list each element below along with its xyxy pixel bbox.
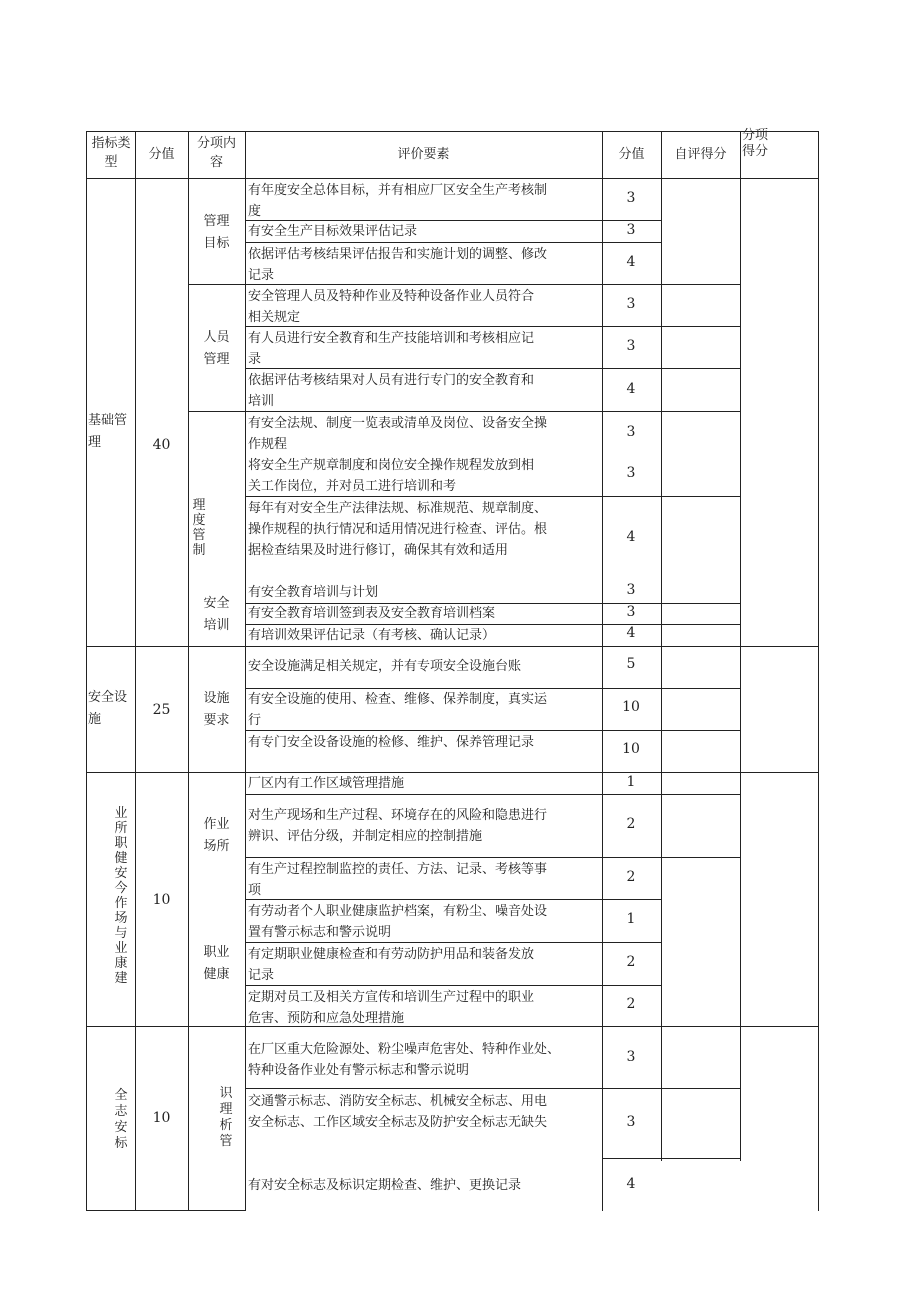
element-row-16: 厂区内有工作区域管理措施 [248,776,405,791]
points-row-11: 3 [626,604,636,620]
header-elements: 评价要素 [397,147,450,162]
points-row-12: 4 [626,625,636,641]
element-row-23: 交通警示标志、消防安全标志、机械安全标志、用电 安全标志、工作区域安全标志及防护安全标志无缺失 [248,1094,548,1130]
points-row-18: 2 [626,869,636,885]
points-row-21: 2 [626,996,636,1012]
section-basic-label: 基础管 理 [88,413,128,450]
points-row-20: 2 [626,954,636,970]
header-self-score: 自评得分 [674,147,727,162]
header-type: 指标类 型 [91,136,131,170]
points-row-2: 3 [626,222,636,238]
element-row-17: 对生产现场和生产过程、环境存在的风险和隐患进行 辨识、评估分级，并制定相应的控制措施 [248,808,548,844]
element-row-11: 有安全教育培训签到表及安全教育培训档案 [248,606,496,621]
points-row-7: 3 [626,424,636,440]
element-row-22: 在厂区重大危险源处、粉尘噪声危害处、特种作业处、 特种设备作业处有警示标志和警示说明 [248,1042,561,1078]
points-row-15: 10 [622,741,640,757]
element-row-21: 定期对员工及相关方宣传和培训生产过程中的职业 危害、预防和应急处理措施 [248,990,535,1026]
element-row-13: 安全设施满足相关规定，并有专项安全设施台账 [248,659,522,674]
sub-facility-req: 设施 要求 [203,691,230,728]
element-row-10: 有安全教育培训与计划 [248,585,379,600]
points-row-13: 5 [626,656,636,672]
element-row-15: 有专门安全设备设施的检修、维护、保养管理记录 [248,735,535,750]
element-row-6: 依据评估考核结果对人员有进行专门的安全教育和 培训 [248,373,535,409]
header-score: 分值 [148,147,175,162]
section-signs-label: 全志安标 [114,1088,128,1151]
points-row-1: 3 [626,190,636,206]
element-row-9: 每年有对安全生产法律法规、标准规范、规章制度、 操作规程的执行情况和适用情况进行检查、评估。根 据检查结果及时进行修订，确保其有效和适用 [248,501,548,558]
header-item-score: 分项 得分 [742,128,769,159]
element-row-7: 有安全法规、制度一览表或清单及岗位、设备安全操 作规程 [248,416,548,452]
section-workplace-label: 业所职健安今作场与业康建 [114,806,128,986]
section-workplace-score: 10 [152,892,171,908]
section-basic-score: 40 [152,437,171,453]
points-row-14: 10 [622,699,640,715]
points-row-16: 1 [626,774,636,790]
points-row-19: 1 [626,911,636,927]
points-row-3: 4 [626,254,636,270]
points-row-5: 3 [626,338,636,354]
element-row-8: 将安全生产规章制度和岗位安全操作规程发放到相 关工作岗位，并对员工进行培训和考 [248,458,535,494]
element-row-24: 有对安全标志及标识定期检查、维护、更换记录 [248,1178,522,1193]
element-row-12: 有培训效果评估记录（有考核、确认记录） [248,628,496,643]
element-row-5: 有人员进行安全教育和生产技能培训和考核相应记 录 [248,331,535,367]
sub-mgmt-goal: 管理 目标 [203,214,230,251]
points-row-6: 4 [626,381,636,397]
element-row-4: 安全管理人员及特种作业及特种设备作业人员符合 相关规定 [248,289,535,325]
header-points: 分值 [618,147,645,162]
points-row-9: 4 [626,529,636,545]
element-row-1: 有年度安全总体目标，并有相应厂区安全生产考核制 度 [248,183,548,219]
element-row-3: 依据评估考核结果评估报告和实施计划的调整、修改 记录 [248,247,548,283]
sub-signs: 识理析管 [219,1086,233,1149]
section-facility-label: 安全设 施 [88,690,128,727]
element-row-18: 有生产过程控制监控的责任、方法、记录、考核等事 项 [248,862,548,898]
sub-system: 理度管制 [192,498,206,558]
points-row-10: 3 [626,582,636,598]
sub-health: 职业 健康 [203,945,230,982]
element-row-20: 有定期职业健康检查和有劳动防护用品和装备发放 记录 [248,947,535,983]
section-signs-score: 10 [152,1110,171,1126]
element-row-14: 有安全设施的使用、检查、维修、保养制度，真实运 行 [248,692,548,728]
points-row-24: 4 [626,1176,636,1192]
sub-training: 安全 培训 [203,596,230,633]
points-row-8: 3 [626,465,636,481]
sub-personnel: 人员 管理 [203,330,230,367]
points-row-4: 3 [626,296,636,312]
section-facility-score: 25 [152,702,171,718]
points-row-22: 3 [626,1049,636,1065]
points-row-23: 3 [626,1114,636,1130]
points-row-17: 2 [626,816,636,832]
header-sub: 分项内 容 [196,136,236,170]
element-row-19: 有劳动者个人职业健康监护档案，有粉尘、噪音处设 置有警示标志和警示说明 [248,904,548,940]
sub-workplace: 作业 场所 [203,817,230,854]
element-row-2: 有安全生产目标效果评估记录 [248,224,418,239]
